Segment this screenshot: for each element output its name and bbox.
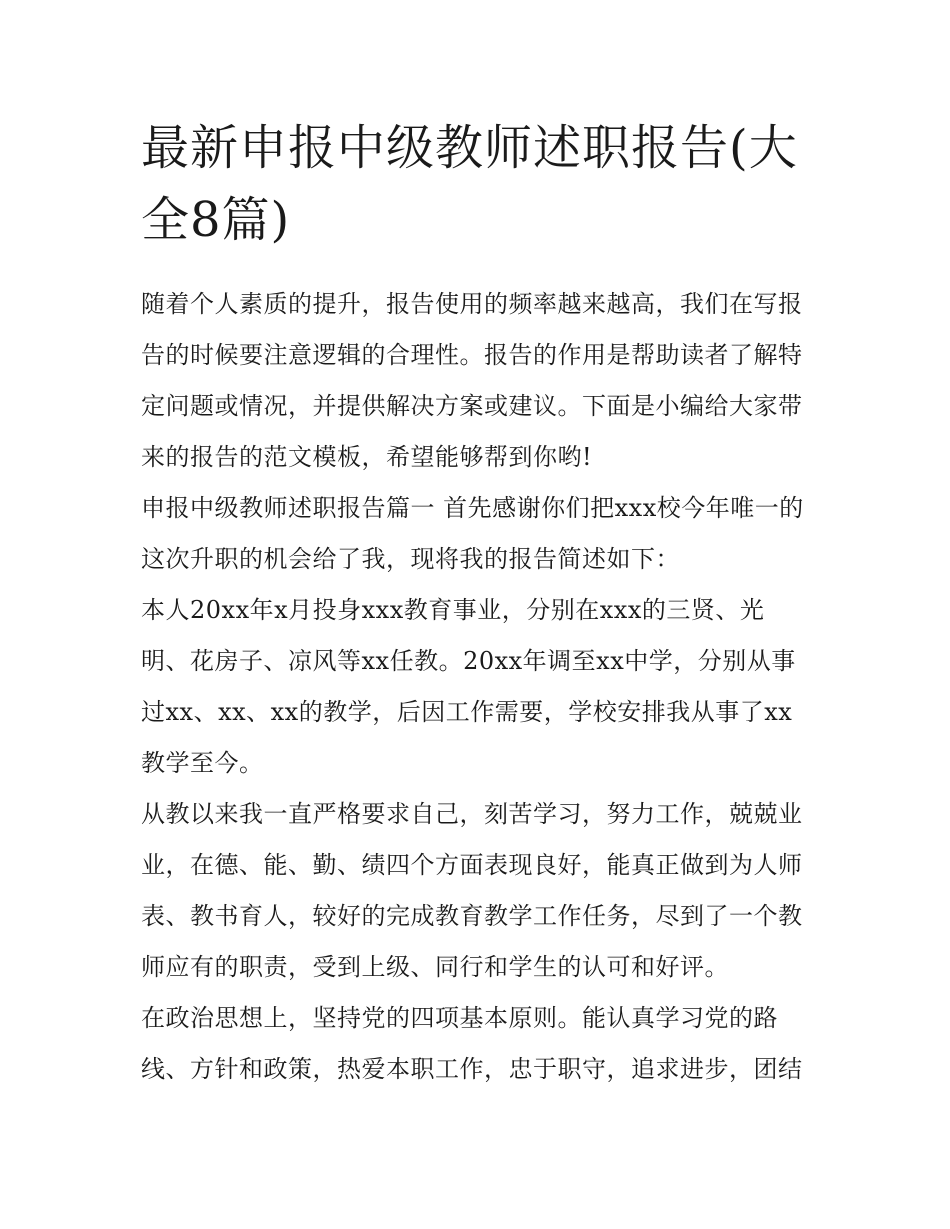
paragraph-career: 本人20xx年x月投身xxx教育事业，分别在xxx的三贤、光明、花房子、凉风等xx任教。20xx年调至xx中学，分别从事过xx、xx、xx的教学，后因工作需要，学校安排我从事了xx教学至今。: [141, 596, 796, 777]
paragraph-intro: 随着个人素质的提升，报告使用的频率越来越高，我们在写报告的时候要注意逻辑的合理性。报告的作用是帮助读者了解特定问题或情况，并提供解决方案或建议。下面是小编给大家带来的报告的范文模板，希望能够帮到你哟!: [141, 290, 803, 471]
document-body: [141, 279, 813, 1095]
paragraph-opening: 申报中级教师述职报告篇一 首先感谢你们把xxx校今年唯一的这次升职的机会给了我，现将我的报告简述如下：: [141, 494, 804, 573]
paragraph-conduct: 从教以来我一直严格要求自己，刻苦学习，努力工作，兢兢业业，在德、能、勤、绩四个方面表现良好，能真正做到为人师表、教书育人，较好的完成教育教学工作任务，尽到了一个教师应有的职责，受到上级、同行和学生的认可和好评。: [141, 800, 803, 981]
document-title: 最新申报中级教师述职报告(大全8篇): [141, 120, 798, 248]
document-content: [141, 112, 813, 1095]
paragraph-politics: 在政治思想上，坚持党的四项基本原则。能认真学习党的路线、方针和政策，热爱本职工作，忠于职守，追求进步，团结: [141, 1004, 803, 1083]
